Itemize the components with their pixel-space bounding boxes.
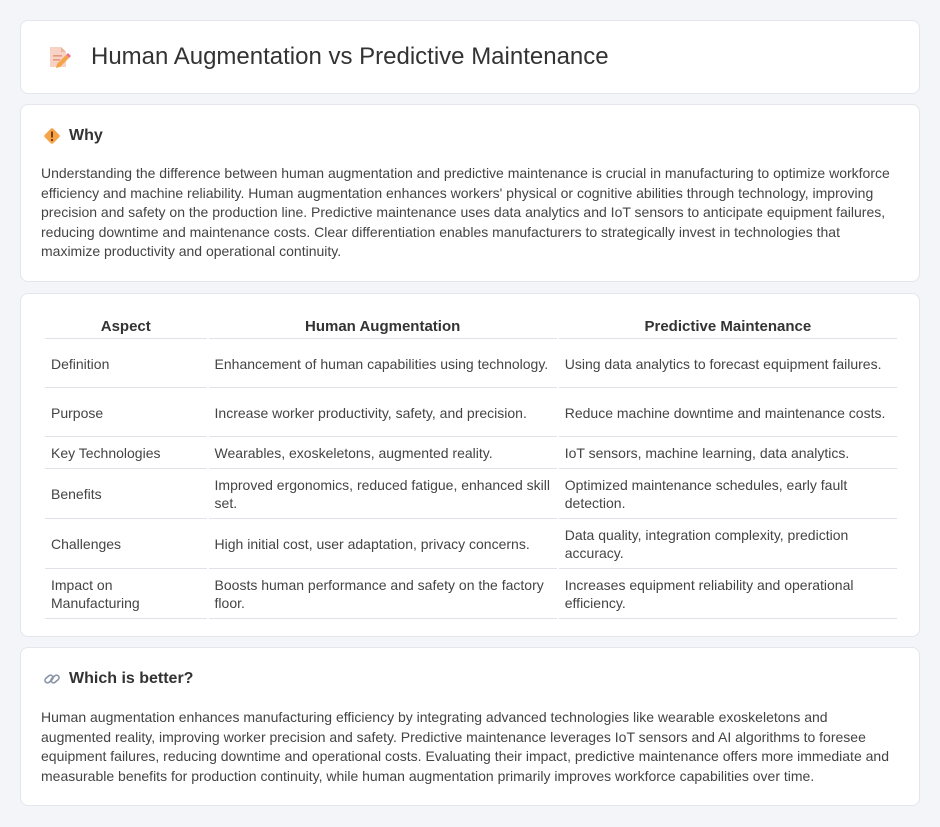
link-icon: [43, 670, 61, 688]
diamond-warning-icon: [43, 127, 61, 145]
predictive-maintenance-cell: Data quality, integration complexity, prediction accuracy.: [559, 519, 897, 569]
human-augmentation-cell: Wearables, exoskeletons, augmented reality.: [209, 437, 557, 469]
human-augmentation-cell: Improved ergonomics, reduced fatigue, enhanced skill set.: [209, 469, 557, 519]
aspect-cell: Benefits: [45, 469, 207, 519]
table-row: [45, 339, 897, 388]
aspect-cell: Challenges: [45, 519, 207, 569]
better-header: [43, 670, 193, 688]
why-header: [43, 127, 103, 145]
table-row: [45, 469, 897, 519]
human-augmentation-cell: Boosts human performance and safety on the factory floor.: [209, 569, 557, 619]
predictive-maintenance-cell: Optimized maintenance schedules, early fault detection.: [559, 469, 897, 519]
predictive-maintenance-cell: Using data analytics to forecast equipment failures.: [559, 339, 897, 388]
aspect-cell: Purpose: [45, 388, 207, 437]
better-paragraph: Human augmentation enhances manufacturing efficiency by integrating advanced technologies like wearable exoskeletons and augmented reality, improving worker precision and safety. Predictive maintenance leverages IoT sensors and AI algorithms to foresee equipment failures, reducing downtime and operational costs. Evaluating their impact, predictive maintenance offers more immediate and measurable benefits for production continuity, while human augmentation primarily improves workforce capabilities over time.: [41, 709, 889, 784]
which-better-section: [20, 647, 920, 806]
aspect-cell: Impact on Manufacturing: [45, 569, 207, 619]
title-card: [20, 20, 920, 94]
table-row: [45, 519, 897, 569]
header-aspect: Aspect: [45, 315, 207, 339]
table-row: [45, 388, 897, 437]
table-header-row: [45, 315, 897, 339]
predictive-maintenance-cell: Increases equipment reliability and operational efficiency.: [559, 569, 897, 619]
why-heading: Why: [69, 127, 103, 144]
aspect-cell: Definition: [45, 339, 207, 388]
comparison-table: [43, 315, 899, 619]
comparison-section: [20, 293, 920, 637]
table-row: [45, 437, 897, 469]
header-human-augmentation: Human Augmentation: [209, 315, 557, 339]
page-title: Human Augmentation vs Predictive Maintenance: [91, 43, 609, 70]
title-row: [45, 43, 609, 71]
table-row: [45, 569, 897, 619]
human-augmentation-cell: Increase worker productivity, safety, and precision.: [209, 388, 557, 437]
predictive-maintenance-cell: Reduce machine downtime and maintenance costs.: [559, 388, 897, 437]
why-paragraph: Understanding the difference between human augmentation and predictive maintenance is crucial in manufacturing to optimize workforce efficiency and machine reliability. Human augmentation enhances workers' physical or cognitive abilities through technology, improving precision and safety on the production line. Predictive maintenance uses data analytics and IoT sensors to anticipate equipment failures, reducing downtime and maintenance costs. Clear differentiation enables manufacturers to strategically invest in technologies that maximize productivity and operational continuity.: [41, 165, 890, 260]
predictive-maintenance-cell: IoT sensors, machine learning, data analytics.: [559, 437, 897, 469]
human-augmentation-cell: High initial cost, user adaptation, privacy concerns.: [209, 519, 557, 569]
aspect-cell: Key Technologies: [45, 437, 207, 469]
human-augmentation-cell: Enhancement of human capabilities using technology.: [209, 339, 557, 388]
header-predictive-maintenance: Predictive Maintenance: [559, 315, 897, 339]
better-heading: Which is better?: [69, 670, 194, 687]
why-section: [20, 104, 920, 282]
edit-document-icon: [45, 44, 71, 70]
